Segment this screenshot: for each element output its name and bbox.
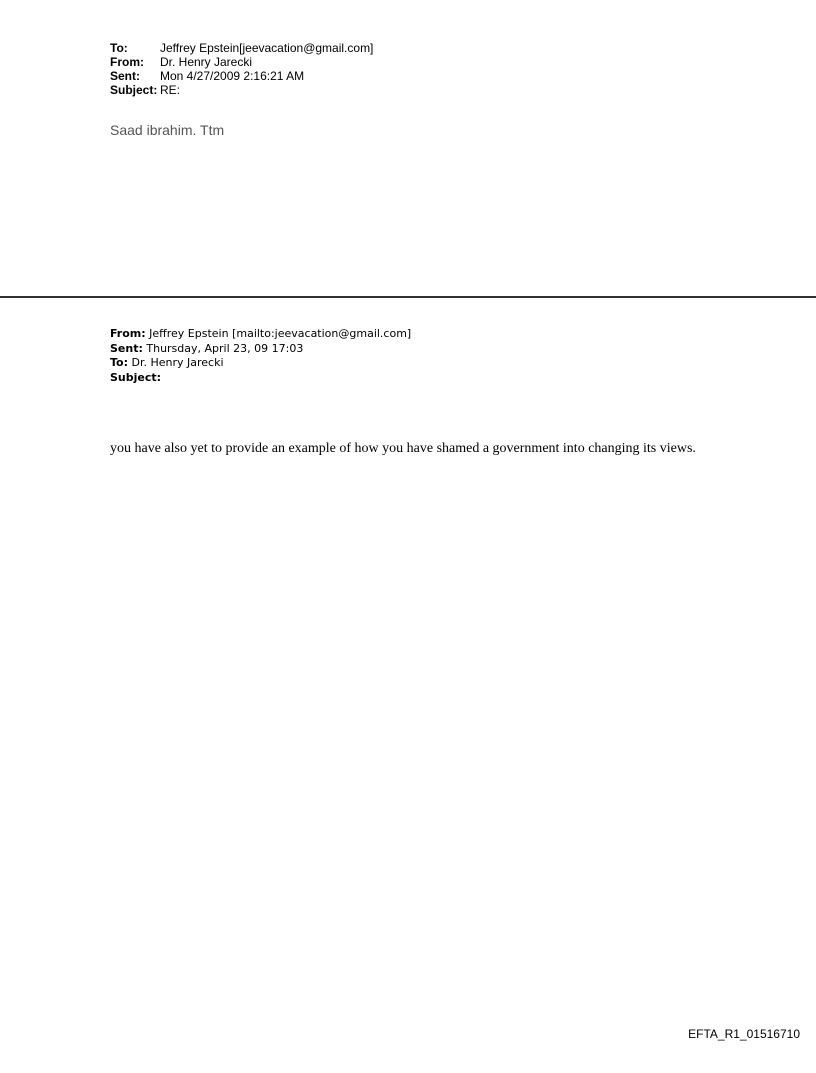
document-id: EFTA_R1_01516710 bbox=[688, 1027, 800, 1041]
quoted-body: you have also yet to provide an example of how you have shamed a government into changing its views. bbox=[110, 441, 696, 456]
quoted-sent-row bbox=[110, 342, 411, 357]
from-value: Dr. Henry Jarecki bbox=[160, 55, 253, 69]
quoted-to-value: Dr. Henry Jarecki bbox=[128, 356, 224, 369]
quoted-to-row bbox=[110, 356, 411, 371]
sent-row bbox=[110, 69, 373, 83]
quoted-to-label: To: bbox=[110, 356, 128, 369]
divider bbox=[0, 296, 816, 298]
from-row bbox=[110, 55, 373, 69]
quoted-sent-label: Sent: bbox=[110, 341, 143, 355]
to-row bbox=[110, 41, 373, 55]
quoted-from-label: From: bbox=[110, 327, 146, 340]
quoted-subject-row bbox=[110, 371, 411, 386]
sent-value: Mon 4/27/2009 2:16:21 AM bbox=[160, 69, 305, 83]
subject-row bbox=[110, 83, 373, 97]
quoted-header bbox=[110, 327, 411, 385]
subject-value: RE: bbox=[160, 83, 181, 97]
to-value: Jeffrey Epstein[jeevacation@gmail.com] bbox=[160, 41, 374, 55]
subject-label: Subject: bbox=[110, 83, 158, 97]
quoted-sent-value: Thursday, April 23, 09 17:03 bbox=[142, 341, 304, 355]
quoted-from-row bbox=[110, 327, 411, 342]
quoted-from-value: Jeffrey Epstein [mailto:jeevacation@gmail.com] bbox=[145, 327, 412, 340]
sent-label: Sent: bbox=[110, 69, 140, 83]
email-header bbox=[110, 41, 373, 97]
from-label: From: bbox=[110, 55, 144, 69]
reply-body: Saad ibrahim. Ttm bbox=[110, 122, 225, 138]
quoted-subject-label: Subject: bbox=[110, 370, 162, 384]
to-label: To: bbox=[110, 41, 128, 55]
